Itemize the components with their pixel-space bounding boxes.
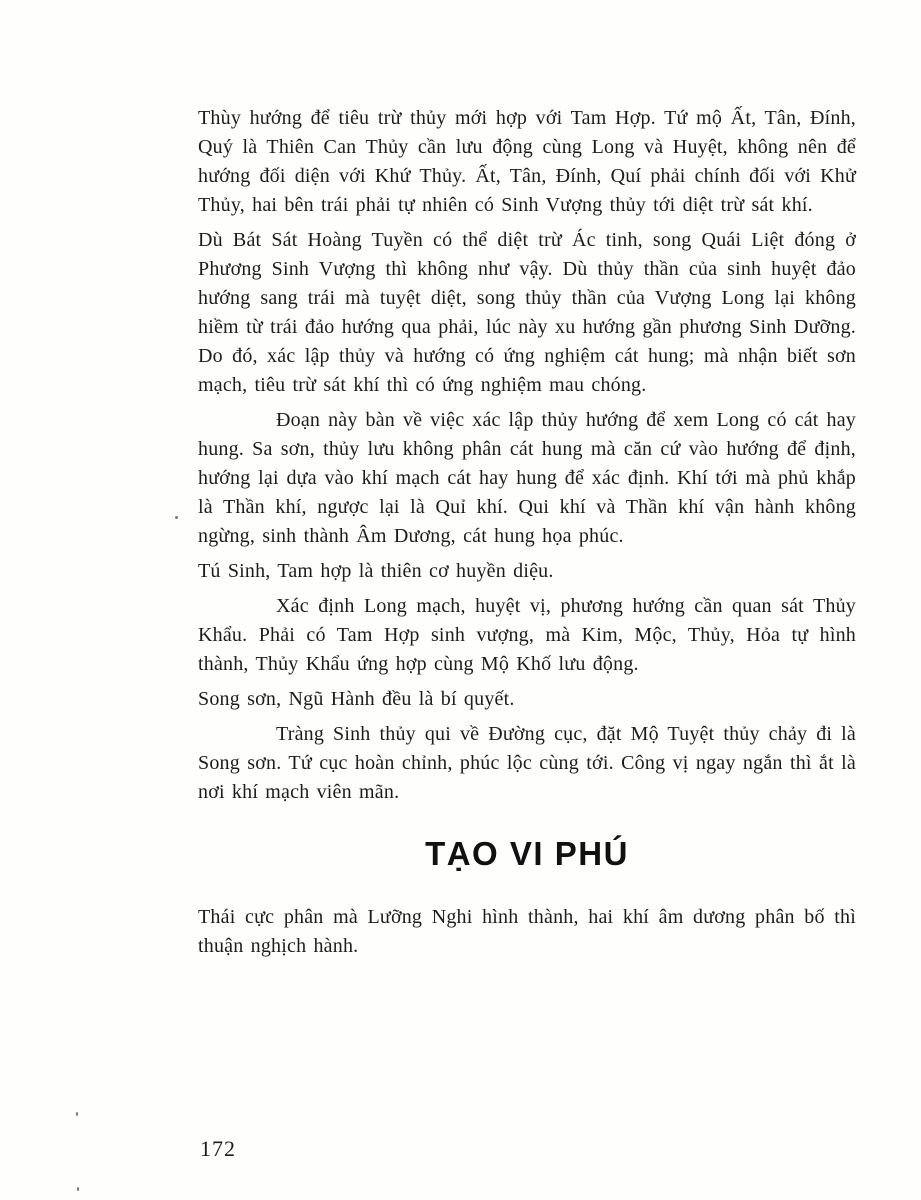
scan-speck <box>77 1187 79 1191</box>
scan-speck <box>76 1112 78 1116</box>
page-number: 172 <box>200 1136 236 1161</box>
paragraph: Tràng Sinh thủy qui về Đường cục, đặt Mộ Tuyệt thủy chảy đi là Song sơn. Tứ cục hoàn chỉnh, phúc lộc cùng tới. Công vị ngay ngắn thì ắt là nơi khí mạch viên mãn. <box>198 723 856 803</box>
paragraph: Song sơn, Ngũ Hành đều là bí quyết. <box>198 688 515 710</box>
scan-speck <box>175 516 178 519</box>
paragraph: Đoạn này bàn về việc xác lập thủy hướng để xem Long có cát hay hung. Sa sơn, thủy lưu không phân cát hung mà căn cứ vào hướng để định, hướng lại dựa vào khí mạch cát hay hung để xác định. Khí tới mà phủ khắp là Thần khí, ngược lại là Quỉ khí. Qui khí và Thần khí vận hành không ngừng, sinh thành Âm Dương, cát hung họa phúc. <box>198 409 856 547</box>
section-heading: TẠO VI PHÚ <box>425 835 629 872</box>
paragraph: Xác định Long mạch, huyệt vị, phương hướng cần quan sát Thủy Khẩu. Phải có Tam Hợp sinh vượng, mà Kim, Mộc, Thủy, Hỏa tự hình thành, Thủy Khẩu ứng hợp cùng Mộ Khố lưu động. <box>198 595 856 675</box>
body-text <box>198 104 856 967</box>
paragraph: Dù Bát Sát Hoàng Tuyền có thể diệt trừ Ác tinh, song Quái Liệt đóng ở Phương Sinh Vượng thì không như vậy. Dù thủy thần của sinh huyệt đảo hướng sang trái mà tuyệt diệt, song thủy thần của Vượng Long lại không hiềm từ trái đảo hướng qua phải, lúc này xu hướng gần phương Sinh Dưỡng. Do đó, xác lập thủy và hướng có ứng nghiệm cát hung; mà nhận biết sơn mạch, tiêu trừ sát khí thì có ứng nghiệm mau chóng. <box>198 229 856 396</box>
paragraph: Tú Sinh, Tam hợp là thiên cơ huyền diệu. <box>198 560 554 582</box>
paragraph: Thái cực phân mà Lưỡng Nghi hình thành, hai khí âm dương phân bố thì thuận nghịch hành. <box>198 906 856 957</box>
paragraph: Thùy hướng để tiêu trừ thủy mới hợp với Tam Hợp. Tứ mộ Ất, Tân, Đính, Quý là Thiên Can Thủy cần lưu động cùng Long và Huyệt, không nên để hướng đối diện với Khứ Thủy. Ất, Tân, Đính, Quí phải chính đối với Khử Thủy, hai bên trái phải tự nhiên có Sinh Vượng thủy tới diệt trừ sát khí. <box>198 107 856 216</box>
